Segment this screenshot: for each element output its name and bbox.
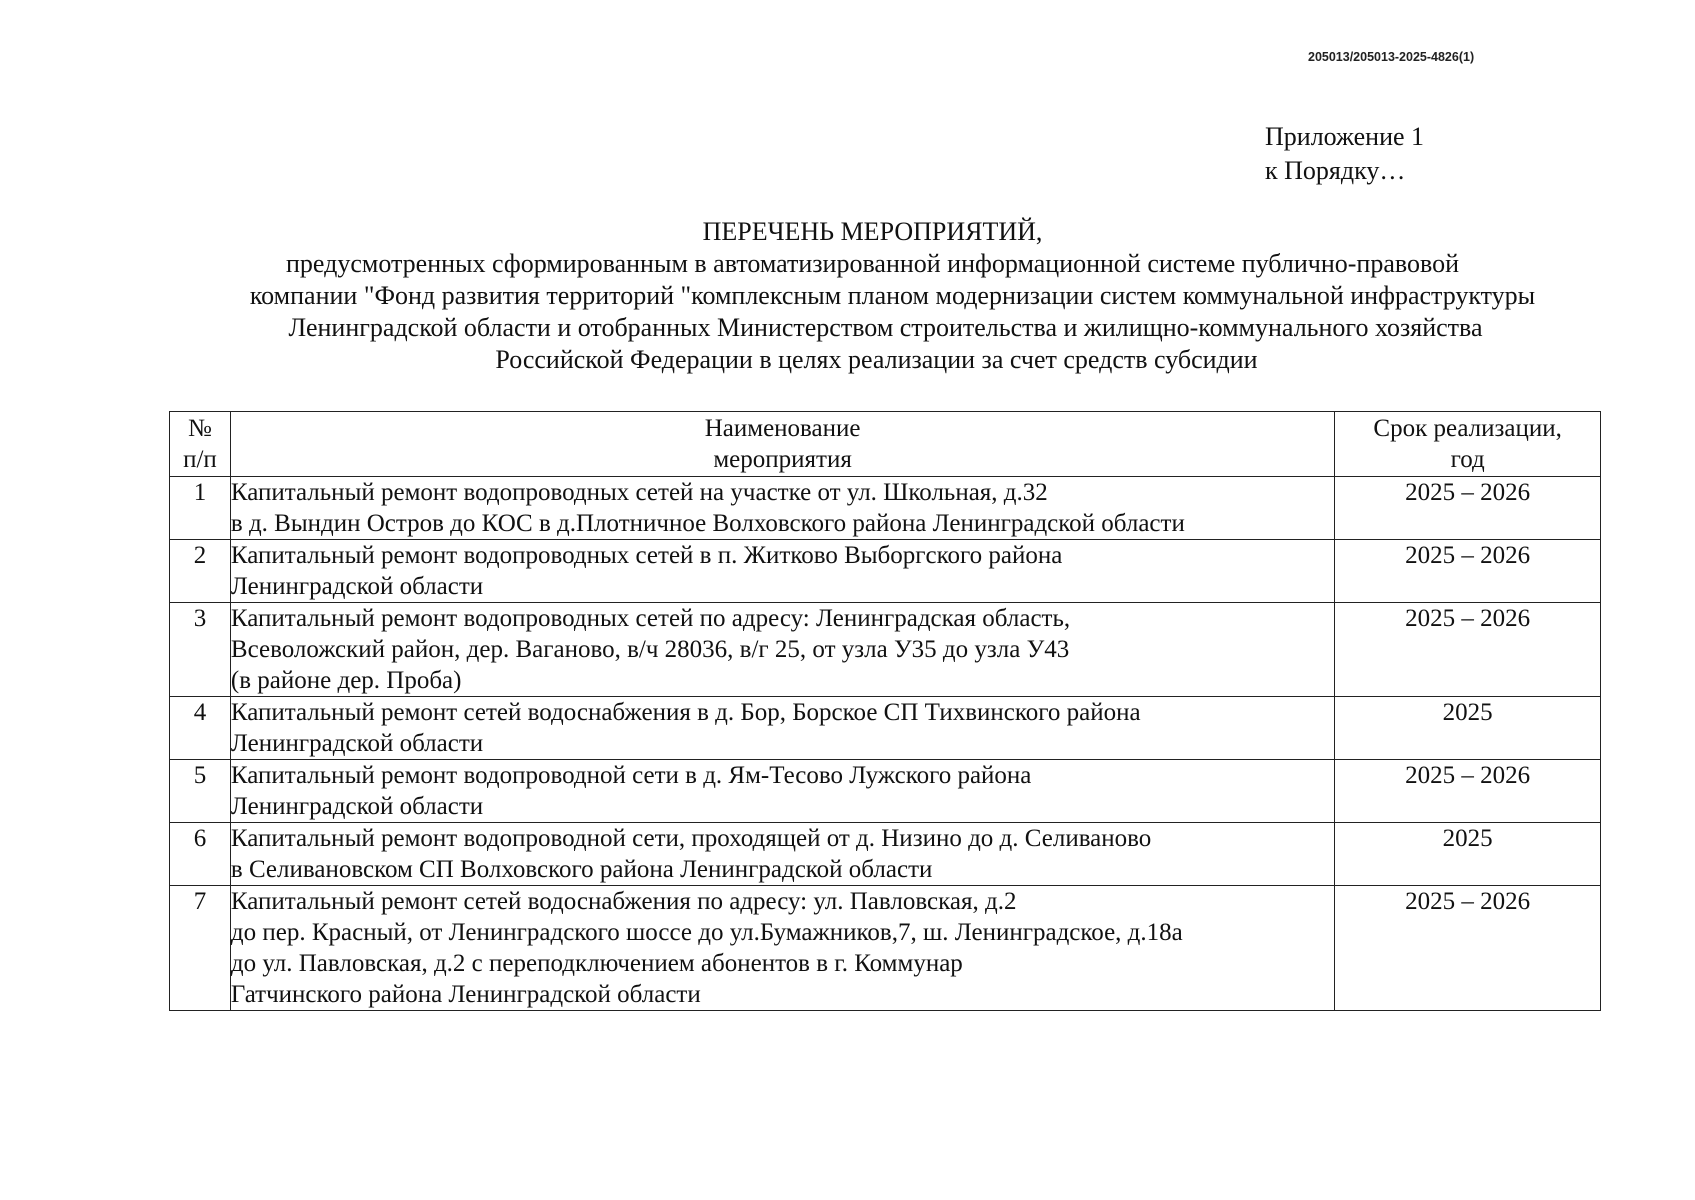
row-number: 3 — [170, 603, 231, 697]
header-event-name-line: мероприятия — [713, 446, 852, 473]
event-name-line: Ленинградской области — [230, 573, 484, 600]
table-row — [170, 603, 1601, 697]
row-event-name — [230, 540, 1334, 603]
row-event-name — [230, 697, 1334, 760]
events-table — [169, 411, 1601, 1011]
title-subtitle-line: компании "Фонд развития территорий "комплексным планом модернизации систем коммунальной инфраструктуры — [249, 281, 1536, 310]
title-heading: ПЕРЕЧЕНЬ МЕРОПРИЯТИЙ, — [702, 217, 1043, 246]
title-subtitle-line: предусмотренных сформированным в автоматизированной информационной системе публично-правовой — [285, 249, 1459, 278]
table-row — [170, 823, 1601, 886]
event-name-line: до пер. Красный, от Ленинградского шоссе до ул.Бумажников,7, ш. Ленинградское, д.18а — [230, 919, 1183, 946]
event-name-line: Капитальный ремонт водопроводной сети, проходящей от д. Низино до д. Селиваново — [230, 825, 1152, 852]
row-event-name — [230, 823, 1334, 886]
appendix-line-1: Приложение 1 — [1265, 122, 1425, 151]
row-period: 2025 — [1335, 823, 1601, 886]
header-period — [1335, 412, 1601, 477]
row-number: 5 — [170, 760, 231, 823]
event-name-line: в Селивановском СП Волховского района Ленинградской области — [230, 856, 933, 883]
event-name-line: Капитальный ремонт сетей водоснабжения по адресу: ул. Павловская, д.2 — [230, 888, 1017, 915]
header-event-name — [230, 412, 1334, 477]
table-row — [170, 540, 1601, 603]
appendix-reference — [1265, 120, 1424, 188]
event-name-line: Ленинградской области — [230, 793, 484, 820]
event-name-line: Капитальный ремонт водопроводных сетей в п. Житково Выборгского района — [230, 542, 1063, 569]
table-header-row — [170, 412, 1601, 477]
event-name-line: в д. Вындин Остров до КОС в д.Плотничное Волховского района Ленинградской области — [230, 510, 1185, 537]
row-number: 1 — [170, 477, 231, 540]
row-period: 2025 – 2026 — [1335, 760, 1601, 823]
event-name-line: Гатчинского района Ленинградской области — [230, 981, 701, 1008]
row-period: 2025 – 2026 — [1335, 540, 1601, 603]
title-subtitle-line: Ленинградской области и отобранных Министерством строительства и жилищно-коммунального хозяйства — [288, 313, 1483, 342]
event-name-line: (в районе дер. Проба) — [230, 667, 462, 694]
table-row — [170, 760, 1601, 823]
row-period: 2025 – 2026 — [1335, 477, 1601, 540]
header-event-name-line: Наименование — [704, 415, 861, 442]
row-number: 7 — [170, 886, 231, 1011]
title-subtitle-line: Российской Федерации в целях реализации за счет средств субсидии — [495, 345, 1258, 374]
header-number-line: № — [188, 415, 212, 442]
row-event-name — [230, 886, 1334, 1011]
row-number: 6 — [170, 823, 231, 886]
header-period-line: Срок реализации, — [1373, 415, 1562, 442]
table-row — [170, 477, 1601, 540]
event-name-line: Ленинградской области — [230, 730, 484, 757]
header-period-line: год — [1450, 446, 1485, 473]
row-event-name — [230, 603, 1334, 697]
event-name-line: до ул. Павловская, д.2 с переподключением абонентов в г. Коммунар — [230, 950, 963, 977]
document-title — [0, 216, 1695, 376]
table-row — [170, 697, 1601, 760]
row-period: 2025 – 2026 — [1335, 603, 1601, 697]
row-event-name — [230, 477, 1334, 540]
row-number: 2 — [170, 540, 231, 603]
header-number — [170, 412, 231, 477]
row-period: 2025 — [1335, 697, 1601, 760]
row-period: 2025 – 2026 — [1335, 886, 1601, 1011]
event-name-line: Капитальный ремонт водопроводных сетей на участке от ул. Школьная, д.32 — [230, 479, 1048, 506]
event-name-line: Всеволожский район, дер. Ваганово, в/ч 28036, в/г 25, от узла У35 до узла У43 — [230, 636, 1070, 663]
header-number-line: п/п — [183, 446, 217, 473]
appendix-line-2: к Порядку… — [1265, 156, 1406, 185]
row-number: 4 — [170, 697, 231, 760]
event-name-line: Капитальный ремонт сетей водоснабжения в д. Бор, Борское СП Тихвинского района — [230, 699, 1141, 726]
table-row — [170, 886, 1601, 1011]
event-name-line: Капитальный ремонт водопроводной сети в д. Ям-Тесово Лужского района — [230, 762, 1032, 789]
row-event-name — [230, 760, 1334, 823]
event-name-line: Капитальный ремонт водопроводных сетей по адресу: Ленинградская область, — [230, 605, 1071, 632]
document-number: 205013/205013-2025-4826(1) — [1308, 50, 1475, 64]
